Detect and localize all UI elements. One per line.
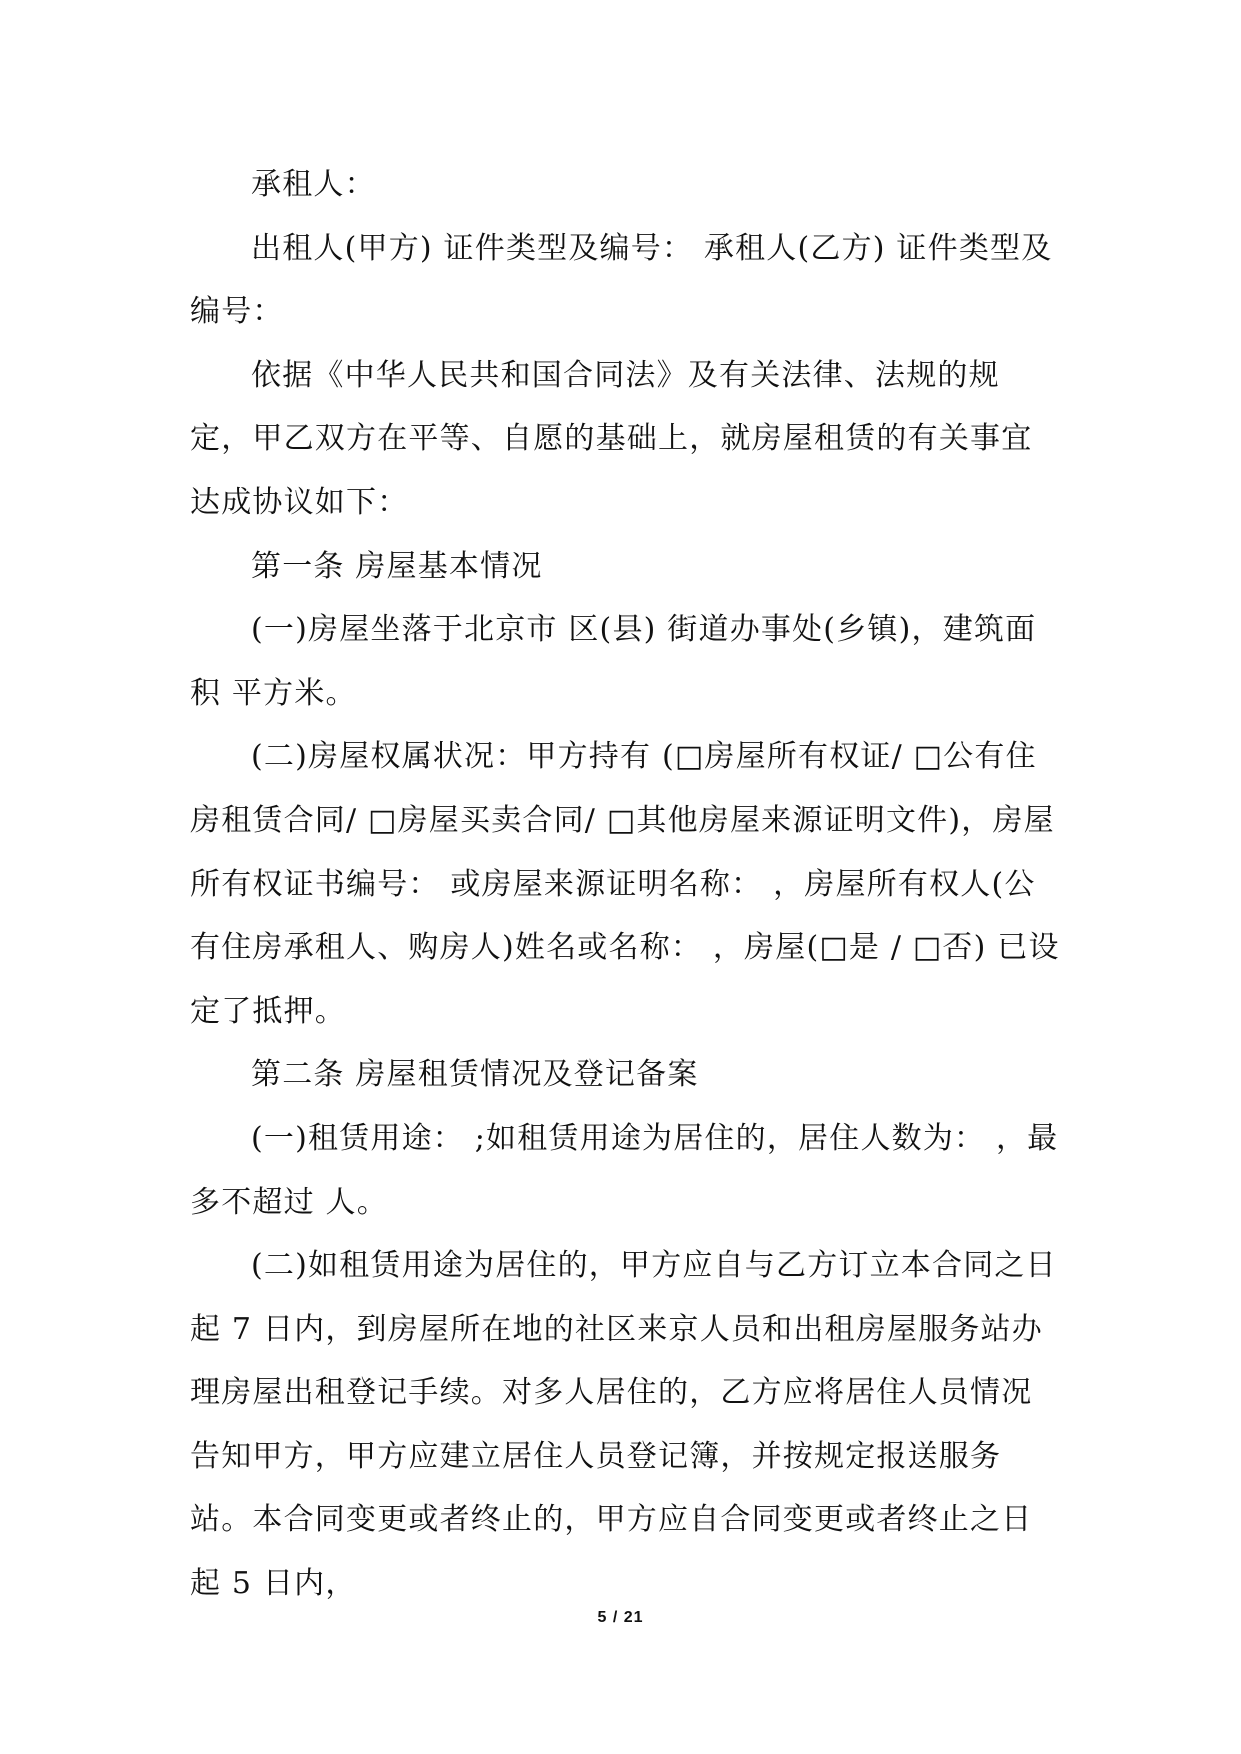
paragraph-preamble: 依据《中华人民共和国合同法》及有关法律、法规的规定，甲乙双方在平等、自愿的基础上，就房屋租赁的有关事宜达成协议如下： (190, 357, 1033, 520)
section-heading-article-2: 第二条 房屋租赁情况及登记备案 (251, 1057, 699, 1093)
paragraph-lessee-label: 承租人： (251, 167, 376, 202)
paragraph-ownership: (二)房屋权属状况：甲方持有 (□房屋所有权证/ □公有住房租赁合同/ □房屋买卖合同/ □其他房屋来源证明文件)，房屋所有权证书编号： 或房屋来源证明名称： ，房屋所有权人(公有住房承租人、购房人)姓名或名称： ，房屋(□是 / □否) 已设定了抵押。 (190, 739, 1060, 1029)
section-heading-article-1: 第一条 房屋基本情况 (251, 548, 543, 584)
document-body (190, 153, 1060, 1616)
page-number: 5 / 21 (597, 1609, 644, 1626)
paragraph-location: (一)房屋坐落于北京市 区(县) 街道办事处(乡镇)，建筑面积 平方米。 (190, 612, 1037, 711)
paragraph-lease-purpose: (一)租赁用途： ;如租赁用途为居住的，居住人数为： ，最多不超过 人。 (190, 1120, 1059, 1220)
paragraph-id-types: 出租人(甲方) 证件类型及编号： 承租人(乙方) 证件类型及编号： (190, 230, 1053, 330)
paragraph-registration: (二)如租赁用途为居住的，甲方应自与乙方订立本合同之日起 7 日内，到房屋所在地的社区来京人员和出租房屋服务站办理房屋出租登记手续。对多人居住的，乙方应将居住人员情况告知甲方，甲方应建立居住人员登记簿，并按规定报送服务站。本合同变更或者终止的，甲方应自合同变更或者终止之日起 5 日内， (190, 1248, 1057, 1602)
